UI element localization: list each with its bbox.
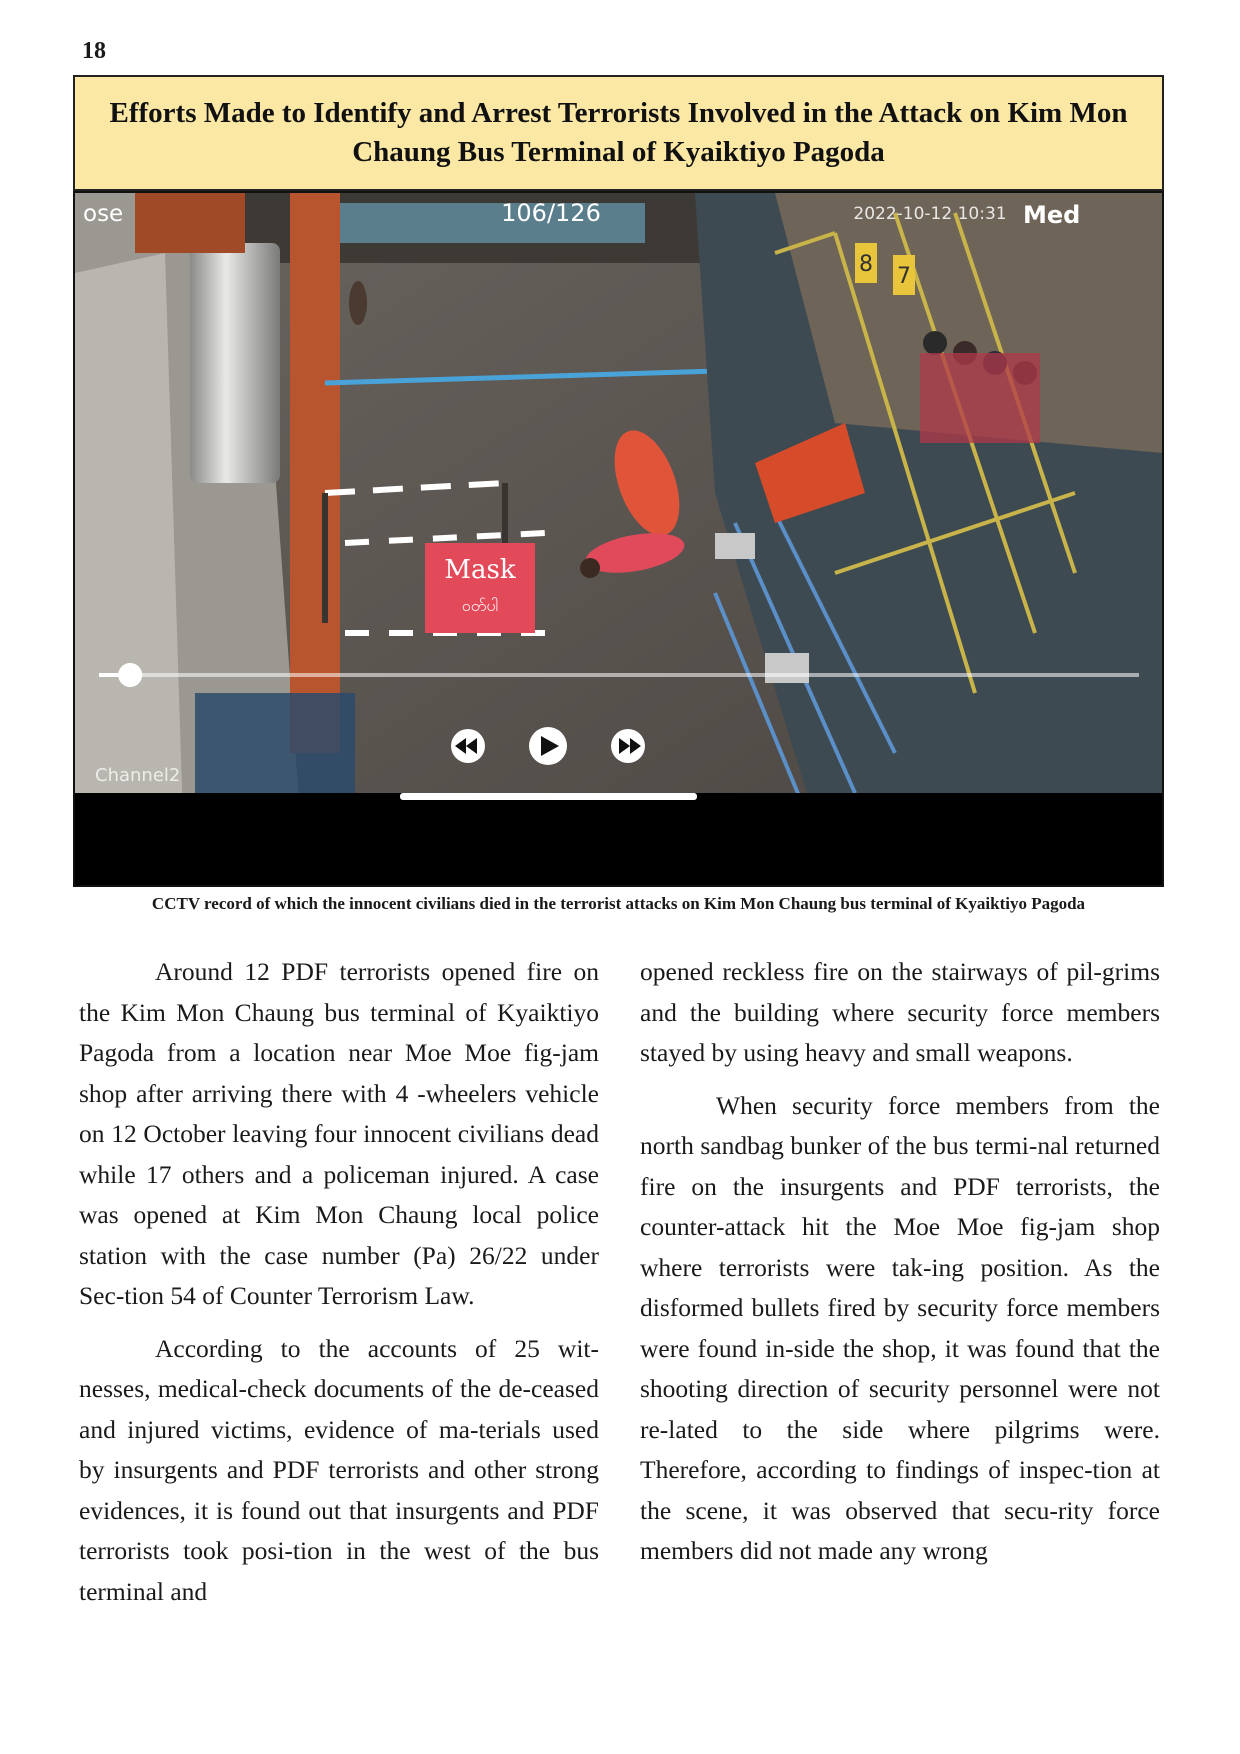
sink-1 <box>715 533 755 559</box>
orange-pillar <box>290 193 340 753</box>
victim-head <box>580 558 600 578</box>
fast-forward-button[interactable] <box>611 729 645 763</box>
video-top-right-label: Med <box>1023 201 1081 229</box>
title-box <box>73 75 1164 191</box>
frame-counter: 106/126 <box>501 199 601 227</box>
blue-bench <box>195 693 355 803</box>
home-indicator[interactable] <box>400 793 697 800</box>
channel-label: Channel2 <box>95 765 181 786</box>
right-column <box>640 952 1160 1584</box>
left-column <box>79 952 599 1624</box>
video-top-left-label: ose <box>83 201 124 227</box>
video-bottom-strip <box>75 793 1162 885</box>
page-number: 18 <box>82 38 106 64</box>
mask-sign-subtext: ဝတ်ပါ <box>461 596 499 615</box>
article-title: Efforts Made to Identify and Arrest Terrorists Involved in the Attack on Kim Mon Chaung Bus Terminal of Kyaiktiyo Pagoda <box>109 97 1128 168</box>
paragraph: When security force members from the north sandbag bunker of the bus termi-nal returned fire on the insurgents and PDF terrorists, the counter-attack hit the Moe Moe fig-jam shop where terrorists were tak-ing position. As the disformed bullets fired by security force members were found in-side the shop, it was found that the shooting direction of security personnel were not re-lated to the side where pilgrims were. Therefore, according to findings of inspec-tion at the scene, it was observed that secu-rity force members did not made any wrong <box>640 1090 1160 1565</box>
mask-sign-label: Mask <box>444 555 516 585</box>
video-timestamp: 2022-10-12 10:31 <box>853 204 1007 224</box>
paragraph: opened reckless fire on the stairways of pil-grims and the building where security force members stayed by using heavy and small weapons. <box>640 957 1160 1067</box>
paragraph: Around 12 PDF terrorists opened fire on the Kim Mon Chaung bus terminal of Kyaiktiyo Pagoda from a location near Moe Moe fig-jam shop after arriving there with 4 -wheelers vehicle on 12 October leaving four innocent civilians dead while 17 others and a policeman injured. A case was opened at Kim Mon Chaung local police station with the case number (Pa) 26/22 under Sec-tion 54 of Counter Terrorism Law. <box>79 957 599 1310</box>
play-button[interactable] <box>529 727 567 765</box>
cctv-video-frame[interactable] <box>73 191 1164 887</box>
number-sign-8-label: 8 <box>859 252 873 277</box>
progress-track[interactable] <box>99 673 1139 677</box>
roof-beam <box>135 193 245 253</box>
photo-caption: CCTV record of which the innocent civilians died in the terrorist attacks on Kim Mon Chaung bus terminal of Kyaiktiyo Pagoda <box>151 894 1086 913</box>
cctv-scene <box>75 193 1162 885</box>
sink-2 <box>765 653 809 683</box>
water-tank <box>190 243 280 483</box>
number-sign-7-label: 7 <box>897 264 911 289</box>
progress-knob[interactable] <box>118 663 142 687</box>
rewind-button[interactable] <box>451 729 485 763</box>
paragraph: According to the accounts of 25 wit-nesses, medical-check documents of the de-ceased and injured victims, evidence of ma-terials used by insurgents and PDF terrorists and other strong evidences, it is found out that insurgents and PDF terrorists took posi-tion in the west of the bus terminal and <box>79 1333 599 1606</box>
pedestrian <box>349 281 367 325</box>
